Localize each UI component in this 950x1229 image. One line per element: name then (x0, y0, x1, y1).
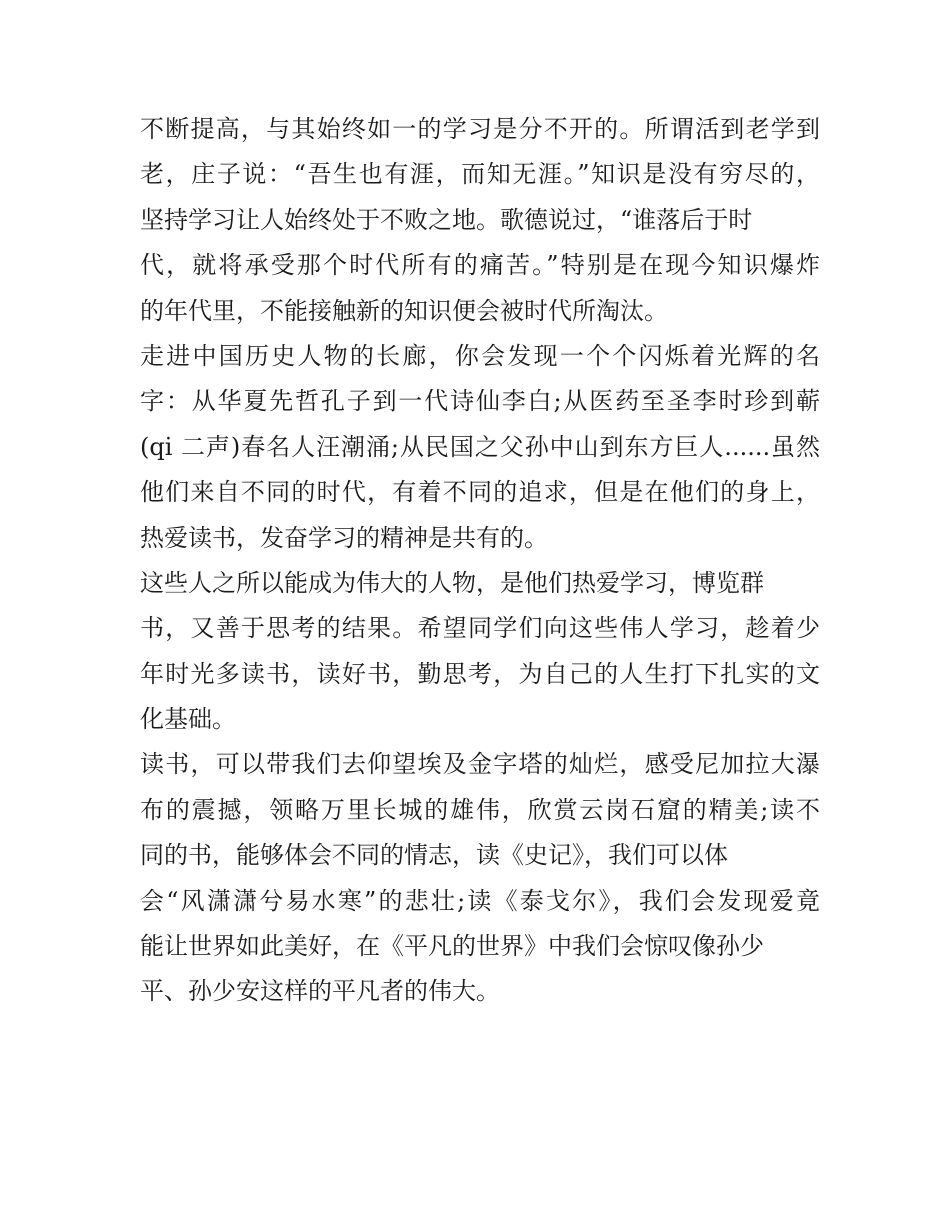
text-line: 能让世界如此美好，在《平凡的世界》中我们会惊叹像孙少 (140, 932, 764, 961)
text-line: 代，就将承受那个时代所有的痛苦。”特别是在现今知识爆炸 (140, 251, 820, 280)
paragraph-3 (140, 561, 820, 743)
text-line: 热爱读书，发奋学习的精神是共有的。 (140, 523, 548, 552)
text-line: 书，又善于思考的结果。希望同学们向这些伟人学习，趁着少 (140, 614, 820, 643)
text-line: 化基础。 (140, 705, 236, 734)
text-line: 年时光多读书，读好书，勤思考，为自己的人生打下扎实的文 (140, 659, 820, 688)
text-line: 坚持学习让人始终处于不败之地。歌德说过，“谁落后于时 (140, 205, 753, 234)
paragraph-4 (140, 742, 820, 1014)
text-line: 平、孙少安这样的平凡者的伟大。 (140, 977, 500, 1006)
paragraph-1 (140, 107, 820, 334)
text-line: 同的书，能够体会不同的情志，读《史记》，我们可以体 (140, 841, 728, 870)
text-line: 不断提高，与其始终如一的学习是分不开的。所谓活到老学到 (140, 115, 820, 143)
document-body (140, 107, 820, 1015)
text-line: 字：从华夏先哲孔子到一代诗仙李白;从医药至圣李时珍到蕲 (140, 387, 820, 416)
text-line: 走进中国历史人物的长廊，你会发现一个个闪烁着光辉的名 (140, 341, 820, 370)
text-line: 这些人之所以能成为伟大的人物，是他们热爱学习，博览群 (140, 568, 764, 597)
text-line: (qi 二声)春名人汪潮涌;从民国之父孙中山到东方巨人......虽然 (140, 432, 820, 461)
text-line: 读书，可以带我们去仰望埃及金字塔的灿烂，感受尼加拉大瀑 (140, 750, 820, 779)
text-line: 老，庄子说：“吾生也有涯，而知无涯。”知识是没有穷尽的， (140, 160, 820, 189)
paragraph-2 (140, 334, 820, 561)
text-line: 的年代里，不能接触新的知识便会被时代所淘汰。 (140, 296, 668, 325)
text-line: 他们来自不同的时代，有着不同的追求，但是在他们的身上， (140, 478, 820, 507)
text-line: 会“风潇潇兮易水寒”的悲壮;读《泰戈尔》，我们会发现爱竟 (140, 886, 820, 915)
text-line: 布的震撼，领略万里长城的雄伟，欣赏云岗石窟的精美;读不 (140, 795, 820, 824)
